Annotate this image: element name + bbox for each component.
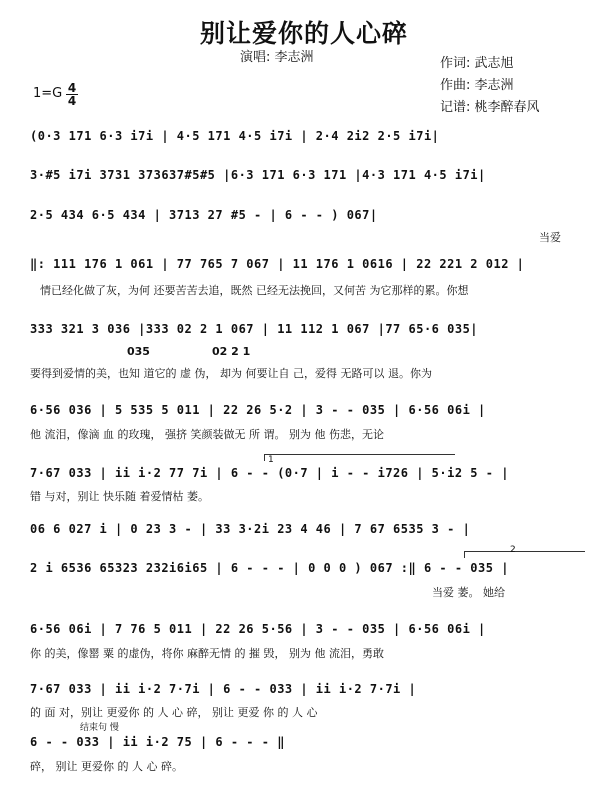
triplet-035: 035 <box>127 345 150 358</box>
score-line-9: 2 i 6536 65323 232i6i65 | 6 - - - | 0 0 0 ) 067 :‖ 6 - - 035 | <box>30 561 509 575</box>
score-line-10: 6·56 06i | 7 76 5 011 | 22 26 5·56 | 3 - - 035 | 6·56 06i | <box>30 622 486 636</box>
volta-2-label: 2 <box>510 545 516 555</box>
ending-tempo-marking: 结束句 慢 <box>80 723 119 733</box>
time-signature <box>66 82 78 107</box>
notator-credit: 记谱: 桃李醉春风 <box>440 100 540 115</box>
key-signature: 1=G <box>33 86 63 101</box>
score-line-1: (0·3 171 6·3 i7i | 4·5 171 4·5 i7i | 2·4 2i2 2·5 i7i| <box>30 129 440 143</box>
volta-bracket-1 <box>264 454 455 461</box>
volta-1-label: 1 <box>268 455 274 465</box>
lyrics-line-7: 错 与对，别让 快乐随 着爱情枯 萎。 <box>30 490 209 503</box>
lyrics-line-5: 要得到爱情的美，也知 道它的 虚 伪， 却为 何要让自 己，爱得 无路可以 退。你为 <box>30 367 432 380</box>
composer-credit: 作曲: 李志洲 <box>440 78 514 93</box>
lyricist-credit: 作词: 武志旭 <box>440 56 514 71</box>
score-line-6: 6·56 036 | 5 535 5 011 | 22 26 5·2 | 3 - - 035 | 6·56 06i | <box>30 403 486 417</box>
score-line-11: 7·67 033 | ii i·2 7·7i | 6 - - 033 | ii i·2 7·7i | <box>30 682 417 696</box>
score-line-2: 3·#5 i7i 3731 373637#5#5 |6·3 171 6·3 171 |4·3 171 4·5 i7i| <box>30 168 486 182</box>
triplet-021: 02 2 1 <box>212 345 251 358</box>
lyrics-line-11: 的 面 对，别让 更爱你 的 人 心 碎， 别让 更爱 你 的 人 心 <box>30 706 318 719</box>
lyrics-line-9: 当爱 萎。 她给 <box>432 586 505 599</box>
lyrics-line-10: 你 的美，像罂 粟 的虚伪，将你 麻醉无情 的 摧 毁， 别为 他 流泪，勇敢 <box>30 647 384 660</box>
lyrics-line-4: 情已经化做了灰，为何 还要苦苦去追，既然 已经无法挽回，又何苦 为它那样的累。你想 <box>40 284 469 297</box>
score-line-7: 7·67 033 | ii i·2 77 7i | 6 - - (0·7 | i - - i726 | 5·i2 5 - | <box>30 466 509 480</box>
score-line-12: 6 - - 033 | ii i·2 75 | 6 - - - ‖ <box>30 735 285 749</box>
lyrics-line-6: 他 流泪，像滴 血 的玫瑰， 强挤 笑颜装做无 所 谓。 别为 他 伤悲，无论 <box>30 428 384 441</box>
score-line-5: 333 321 3 036 |333 02 2 1 067 | 11 112 1 067 |77 65·6 035| <box>30 322 479 336</box>
lyrics-line-12: 碎， 别让 更爱你 的 人 心 碎。 <box>30 760 183 773</box>
time-signature-top: 4 <box>67 81 77 95</box>
volta-bracket-2 <box>464 551 585 558</box>
score-line-3: 2·5 434 6·5 434 | 3713 27 #5 - | 6 - - ) 067| <box>30 208 378 222</box>
score-line-8: 06 6 027 i | 0 23 3 - | 33 3·2i 23 4 46 | 7 67 6535 3 - | <box>30 522 471 536</box>
singer-credit: 演唱: 李志洲 <box>240 50 314 65</box>
score-line-4: ‖: 111 176 1 061 | 77 765 7 067 | 11 176 1 0616 | 22 221 2 012 | <box>30 257 525 271</box>
time-signature-bottom: 4 <box>67 94 77 108</box>
lyrics-line-3: 当爱 <box>539 231 561 244</box>
song-title: 别让爱你的人心碎 <box>199 19 408 48</box>
